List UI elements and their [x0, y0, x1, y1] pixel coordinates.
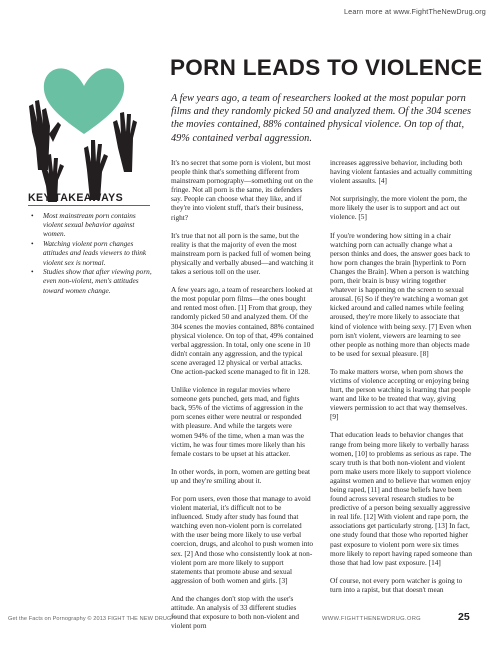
takeaway-item: • Most mainstream porn contains violent sexual behavior against women. [28, 211, 156, 239]
body-paragraph: It's no secret that some porn is violent, but most people think that's something different from mainstream pornography—something out on the fringe. Not all porn is the same, its defenders say. People can choose what they like, and if they're into violent stuff, that's their business, right? [171, 158, 313, 222]
body-paragraph: And the changes don't stop with the user's attitude. An analysis of 33 different studies found that exposure to both non-violent and violent porn [171, 593, 300, 631]
body-paragraph: If you're wondering how sitting in a chair watching porn can actually change what a person thinks and does, the answer goes back to how porn changes the brain [hyperlink to Porn Changes the Brain]. When a person is watching porn, their brain is busy wiring together whatever is happening on the screen to sexual arousal. [6] So if they're watching a woman get kicked around and called names while feeling aroused, they're more likely to associate that kind of violence with being sexy. [7] Even when porn isn't violent, viewers are learning to see other people as nothing more than objects made to be used for sexual pleasure. [8] [330, 230, 472, 358]
body-paragraph: That education leads to behavior changes that range from being more likely to verbally harass women, [10] to problems as serious as rape. The scary truth is that both non-violent and violent porn make users more likely to support violence against women and to believe that women enjoy being raped, [11] and those beliefs have been found across several research studies to be predictive of a person being sexually aggressive in real life. [12] With violent and rape porn, the associations get particularly strong. [13] In fact, one study found that those who reported higher past exposure to violent porn were six times more likely to report having raped someone than those that had low past exposure. [14] [330, 430, 473, 567]
body-paragraph: In other words, in porn, women are getting beat up and they're smiling about it. [171, 466, 311, 485]
hand-center [84, 140, 108, 200]
footer-copyright: Get the Facts on Pornography © 2013 FIGHT THE NEW DRUG™ [8, 616, 178, 622]
intro-paragraph: A few years ago, a team of researchers looked at the most popular porn films and they randomly picked 50 and analyzed them. Of the 304 scenes the movies contained, 88% contained physical violence. On top of that, 49% contained verbal aggression. [171, 93, 471, 144]
header-url[interactable]: Learn more at www.FightTheNewDrug.org [343, 7, 486, 16]
heart-icon [44, 68, 124, 134]
takeaway-item: • Watching violent porn changes attitudes and leads viewers to think violent sex is normal. [28, 239, 156, 267]
body-column-right [330, 158, 473, 603]
body-paragraph: Not surprisingly, the more violent the porn, the more likely the user is to support and act out violence. [5] [330, 194, 468, 222]
takeaway-item: • Studies show that after viewing porn, even non-violent, men's attitudes toward women change. [28, 267, 156, 295]
heart-hands-illustration [28, 52, 140, 202]
key-takeaways-divider [28, 205, 150, 206]
body-paragraph: It's true that not all porn is the same, but the reality is that the majority of even the most mainstream porn is packed full of women being physically and verbally abused—and watching it takes a serious toll on the user. [171, 230, 314, 277]
body-paragraph: A few years ago, a team of researchers looked at the most popular porn films—the ones bought and rented most often. [1] From that group, they randomly picked 50 and analyzed them. Of the 304 scenes the movies contained, 88% contained physical violence. On top of that, 49% contained verbal aggression. In total, only one scene in 10 didn't contain any aggression, and the typical scene averaged 12 physical or verbal attacks. One action-packed scene managed to fit in 128. [171, 285, 314, 376]
body-paragraph: Unlike violence in regular movies where someone gets punched, gets mad, and fights back, 95% of the victims of aggression in the porn scenes either were neutral or responded with pleasure. And while the targets were women 94% of the time, when a man was the victim, he was four times more likely than his female costars to be upset at his attacker. [171, 385, 305, 458]
page-title: PORN LEADS TO VIOLENCE [170, 55, 483, 80]
body-paragraph: Of course, not every porn watcher is going to turn into a rapist, but that doesn't mean [330, 575, 463, 594]
key-takeaways-heading: KEY TAKEAWAYS [28, 192, 124, 204]
body-paragraph: For porn users, even those that manage to avoid violent material, it's difficult not to be influenced. Study after study has found that watching even non-violent porn is correlated with the user being more likely to use verbal coercion, drugs, and alcohol to push women into sex. [2] And those who consistently look at non-violent porn are more likely to support statements that promote abuse and sexual aggression of both women and girls. [3] [171, 494, 314, 585]
page-number: 25 [458, 611, 470, 623]
body-paragraph: To make matters worse, when porn shows the victims of violence accepting or enjoying being hurt, the person watching is learning that people want and like to be treated that way, giving viewers permission to act that way themselves. [9] [330, 366, 471, 422]
key-takeaways-list [28, 211, 156, 295]
body-column-left [171, 158, 314, 639]
body-paragraph: increases aggressive behavior, including both having violent fantasies and actually committing violent assaults. [4] [330, 158, 473, 186]
hand-right [113, 112, 137, 172]
footer-url[interactable]: WWW.FIGHTTHENEWDRUG.ORG [322, 616, 421, 622]
